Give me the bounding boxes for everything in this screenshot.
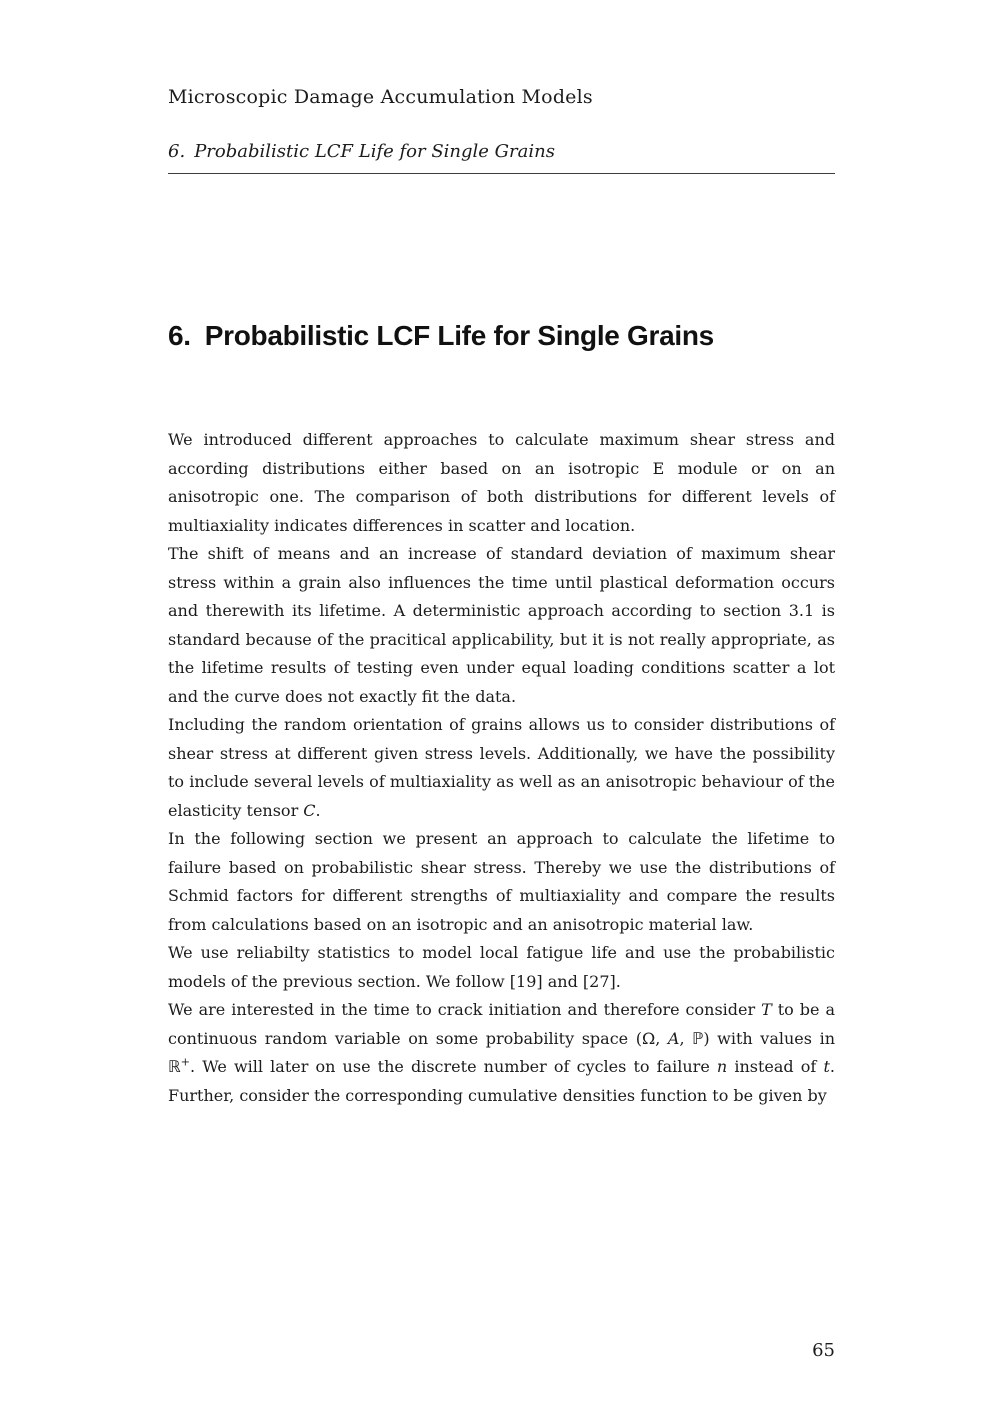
- running-header-chapter-title: Probabilistic LCF Life for Single Grains: [194, 141, 555, 162]
- section-heading-title: Probabilistic LCF Life for Single Grains: [204, 320, 714, 351]
- header-rule: [168, 173, 835, 174]
- running-header-title: Microscopic Damage Accumulation Models: [168, 86, 593, 108]
- paragraph-intro: We introduced different approaches to calculate maximum shear stress and according distributions either based on an isotropic E module or on an anisotropic one. The comparison of both distributions for different levels of multiaxiality indicates differences in scatter and location.: [168, 430, 835, 535]
- paragraph-random-orientation: Including the random orientation of grains allows us to consider distributions of shear stress at different given stress levels. Additionally, we have the possibility to include several levels of multiaxiality as well as an anisotropic behaviour of the elasticity tensor C.: [168, 715, 835, 820]
- section-heading-number: 6.: [168, 320, 191, 351]
- section-heading: [168, 320, 868, 352]
- paragraph-shift-of-means: The shift of means and an increase of standard deviation of maximum shear stress within a grain also influences the time until plastical deformation occurs and therewith its lifetime. A deterministic approach according to section 3.1 is standard because of the pracitical applicability, but it is not really appropriate, as the lifetime results of testing even under equal loading conditions scatter a lot and the curve does not exactly fit the data.: [168, 544, 835, 706]
- paragraph-reliability-statistics: We use reliabilty statistics to model local fatigue life and use the probabilistic models of the previous section. We follow [19] and [27].: [168, 943, 835, 991]
- page-number: 65: [812, 1340, 835, 1361]
- paragraph-following-section: In the following section we present an approach to calculate the lifetime to failure based on probabilistic shear stress. Thereby we use the distributions of Schmid factors for different strengths of multiaxiality and compare the results from calculations based on an isotropic and an anisotropic material law.: [168, 829, 835, 934]
- running-header-chapter-number: 6.: [168, 141, 186, 162]
- body-text: [168, 426, 835, 1110]
- paragraph-time-to-crack: We are interested in the time to crack initiation and therefore consider T to be a continuous random variable on some probability space (Ω, A, ℙ) with values in ℝ+. We will later on use the discrete number of cycles to failure n instead of t. Further, consider the corresponding cumulative densities function to be given by: [168, 1000, 836, 1105]
- running-header-chapter: [168, 141, 555, 162]
